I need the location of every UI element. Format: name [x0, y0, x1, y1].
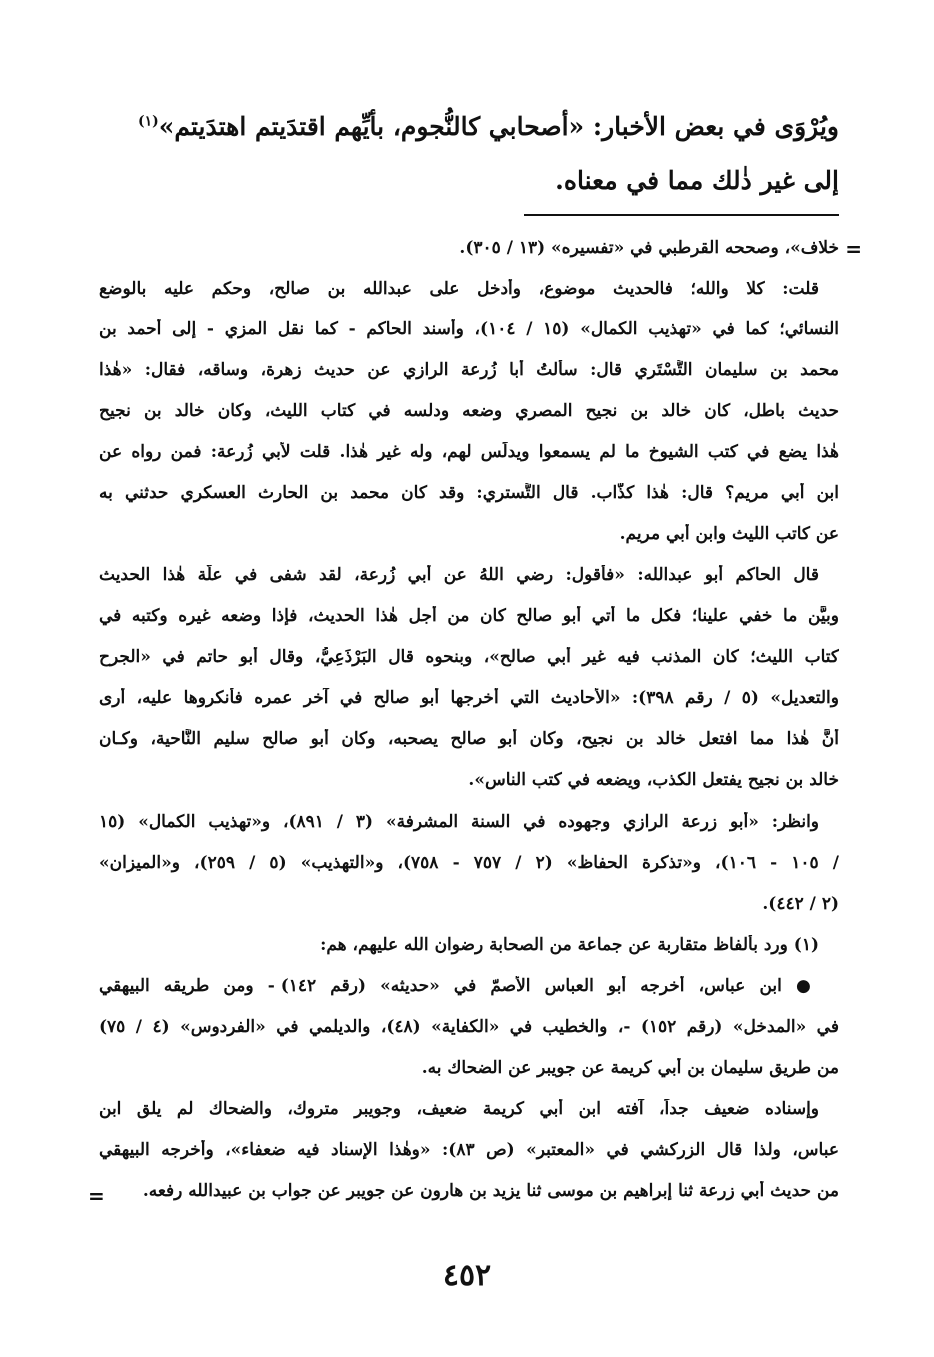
footnote-line: قال الحاكم أبو عبدالله: «فأقول: رضي اللهُ عن أبي زُرعة، لقد شفى في علَّة هٰذا الحديث: [99, 565, 819, 585]
main-text-line-1-text: ويُرْوَى في بعض الأخبار: «أصحابي كالنُّجوم، بأيِّهم اقتدَيتم اهتدَيتم»: [158, 112, 839, 141]
main-text-line-1: [99, 112, 839, 141]
footnote-line: ابن أبي مريم؟ قال: هٰذا كذَّاب. قال التُّستري: وقد كان محمد بن الحارث العسكري حدثني به: [99, 483, 839, 503]
footnote-line: من طريق سليمان بن أبي كريمة عن جويبر عن الضحاك به.: [421, 1058, 839, 1078]
continued-on-next-page-mark: =: [88, 1184, 105, 1208]
footnote-reference-1[interactable]: (١): [137, 113, 159, 130]
footnote-line: وبيَّن ما خفي علينا؛ فكل ما أُتي أبو صالح كان من أجل هٰذا الحديث، فإذا وضعه غيره وكتبه في: [99, 606, 839, 626]
footnote-line: وإسناده ضعيف جداً، آفته ابن أبي كريمة ضعيف، وجويبر متروك، والضحاك لم يلق ابن: [99, 1099, 819, 1119]
footnote-line: محمد بن سليمان التُّسْتَري قال: سألتُ أبا زُرعة الرازي عن حديث زهرة، وساقه، فقال: «هٰذا: [99, 360, 839, 380]
footnote-line: أنَّ هٰذا مما افتعل خالد بن نجيح، وكان أبو صالح يصحبه، وكان أبو صالح سليم النَّاحية، وكـان: [99, 729, 839, 749]
footnote-line: هٰذا يضع في كتب الشيوخ ما لم يسمعوا ويدلِّس لهم، وله غير هٰذا. قلت لأبي زُرعة: فمن رواه عن: [99, 442, 839, 462]
footnote-line: ● ابن عباس، أخرجه أبو العباس الأصمّ في «حديثه» (رقم ١٤٢) - ومن طريقه البيهقي: [99, 976, 819, 996]
footnote-line: النسائي؛ كما في «تهذيب الكمال» (١٥ / ١٠٤)، وأسند الحاكم - كما نقل المزي - إلى أحمد بن: [99, 319, 839, 339]
continued-from-previous-page-mark: =: [845, 237, 862, 261]
footnote-line: عن كاتب الليث وابن أبي مريم.: [619, 524, 839, 544]
footnote-line: (١) ورد بألفاظ متقاربة عن جماعة من الصحابة رضوان الله عليهم، هم:: [320, 935, 819, 955]
footnote-line: خالد بن نجيح يفتعل الكذب، ويضعه في كتب الناس».: [468, 770, 839, 790]
footnote-line: / ١٠٥ - ١٠٦)، و«تذكرة الحفاظ» (٢ / ٧٥٧ - ٧٥٨)، و«التهذيب» (٥ / ٢٥٩)، و«الميزان»: [99, 853, 839, 873]
main-text-line-2: إلى غير ذٰلك مما في معناه.: [555, 166, 839, 195]
footnote-line: من حديث أبي زرعة ثنا إبراهيم بن موسى ثنا يزيد بن هارون عن جويبر عن جواب بن عبيدالله رفعه.: [142, 1181, 839, 1201]
footnote-line: كتاب الليث؛ كان المذنب فيه غير أبي صالح»، وبنحوه قال البَرْذَعِيُّ، وقال أبو حاتم في «الجرح: [99, 647, 839, 667]
footnote-line: قلت: كلا والله؛ فالحديث موضوع، وأُدخل على عبدالله بن صالح، وحكم عليه بالوضع: [99, 279, 819, 299]
footnote-line: في «المدخل» (رقم ١٥٢) -، والخطيب في «الكفاية» (٤٨)، والديلمي في «الفردوس» (٤ / ٧٥): [99, 1017, 839, 1037]
footnote-line: وانظر: «أبو زرعة الرازي وجهوده في السنة المشرفة» (٣ / ٨٩١)، و«تهذيب الكمال» (١٥: [99, 812, 819, 832]
footnote-line: خلاف»، وصححه القرطبي في «تفسيره» (١٣ / ٣٠٥).: [459, 238, 839, 258]
page-number: ٤٥٢: [442, 1258, 492, 1293]
footnote-separator-rule: [524, 214, 839, 216]
footnote-line: والتعديل» (٥ / رقم ٣٩٨): «الأحاديث التي أخرجها أبو صالح في آخر عمره فأنكروها عليه، أرى: [99, 688, 839, 708]
footnote-line: (٢ / ٤٤٢).: [762, 894, 839, 914]
footnote-line: عباس، ولذا قال الزركشي في «المعتبر» (ص ٨٣): «وهٰذا الإسناد فيه ضعفاء»، وأخرجه البيهقي: [99, 1140, 839, 1160]
footnote-line: حديث باطل، كان خالد بن نجيح المصري وضعه ودلسه في كتاب الليث، وكان خالد بن نجيح: [99, 401, 839, 421]
